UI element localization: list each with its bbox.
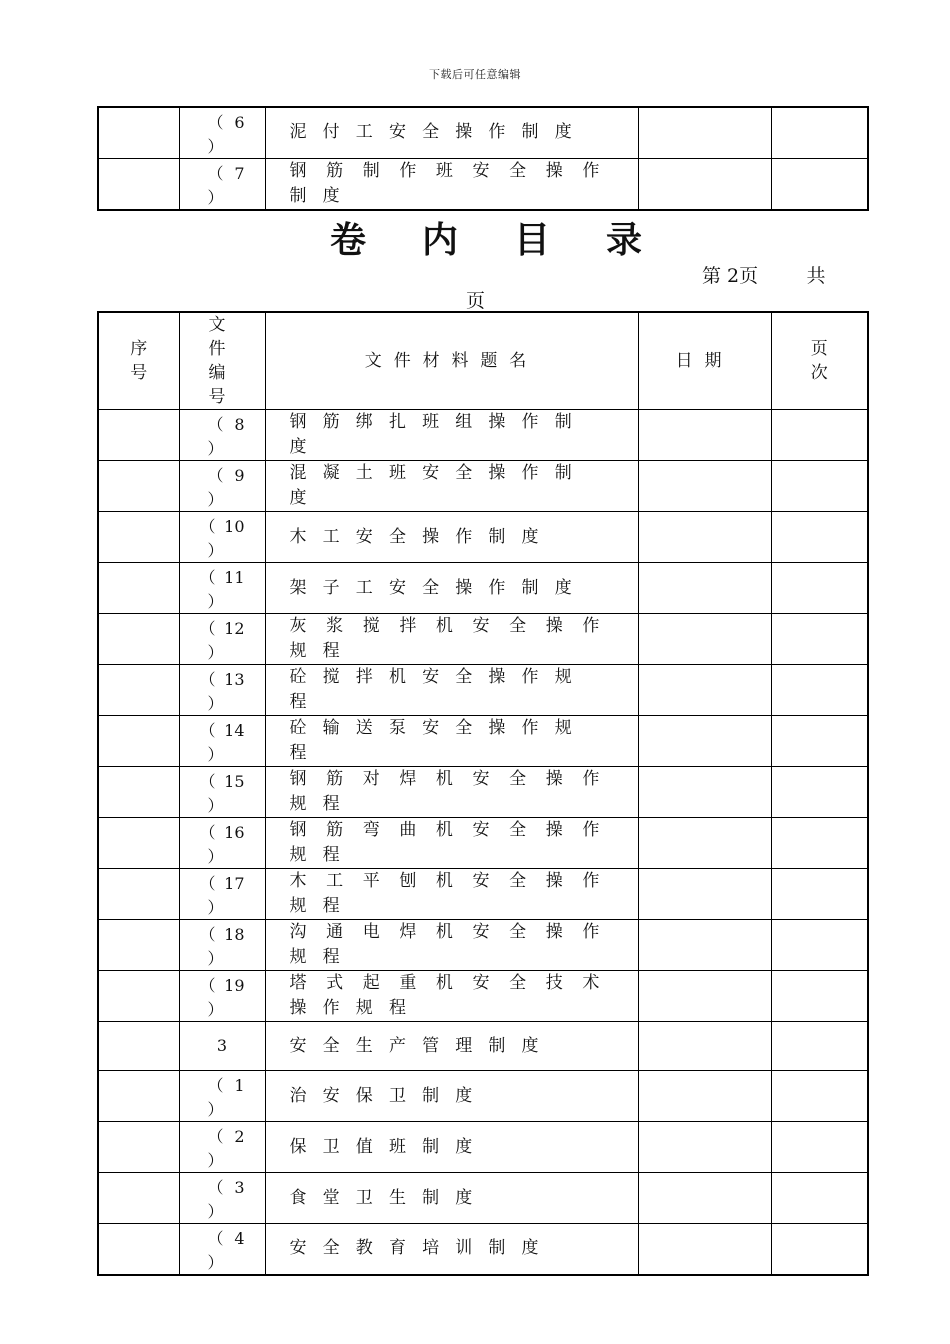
file-number-value: 13 xyxy=(224,670,245,689)
page-cell xyxy=(771,563,868,614)
title-cell: 保卫值班制度 xyxy=(265,1122,638,1173)
seq-cell xyxy=(98,410,179,461)
seq-cell xyxy=(98,1071,179,1122)
file-no-cell xyxy=(179,818,265,869)
paren-close: ） xyxy=(207,745,224,764)
date-cell xyxy=(638,1224,771,1275)
paren-open: （ xyxy=(207,112,224,132)
table-row xyxy=(98,869,868,920)
paren-open: （ xyxy=(199,517,216,536)
title-cell: 食堂卫生制度 xyxy=(265,1173,638,1224)
table-row xyxy=(98,1022,868,1071)
paren-open: （ xyxy=(207,163,224,183)
date-cell xyxy=(638,1173,771,1224)
file-no-cell xyxy=(179,1173,265,1224)
file-number-value: 3 xyxy=(234,1178,245,1197)
page-cell xyxy=(771,1022,868,1071)
title-cell: 木工平刨机安全操作规程 xyxy=(265,869,638,920)
table-row xyxy=(98,107,868,158)
date-cell xyxy=(638,971,771,1022)
file-number xyxy=(180,972,265,1020)
seq-cell xyxy=(98,1224,179,1275)
file-number-value: 14 xyxy=(224,721,245,740)
table-header-row xyxy=(98,312,868,410)
seq-cell xyxy=(98,512,179,563)
seq-cell xyxy=(98,869,179,920)
seq-cell xyxy=(98,767,179,818)
file-no-cell xyxy=(179,614,265,665)
table-row xyxy=(98,563,868,614)
title-cell: 沟通电焊机安全操作规程 xyxy=(265,920,638,971)
file-no-cell xyxy=(179,920,265,971)
file-number-value: 11 xyxy=(224,568,245,587)
table-row xyxy=(98,158,868,210)
page-cell xyxy=(771,158,868,210)
page-cell xyxy=(771,818,868,869)
paren-open: （ xyxy=(199,925,216,944)
page-cell xyxy=(771,767,868,818)
page-cell xyxy=(771,716,868,767)
title-cell: 钢筋弯曲机安全操作规程 xyxy=(265,818,638,869)
table-row xyxy=(98,1173,868,1224)
page-cell xyxy=(771,1224,868,1275)
table-row xyxy=(98,1224,868,1275)
file-no-cell xyxy=(179,461,265,512)
page-cell xyxy=(771,410,868,461)
table-row xyxy=(98,614,868,665)
paren-close: ） xyxy=(207,847,224,866)
paren-close: ） xyxy=(207,541,224,560)
file-no-cell xyxy=(179,869,265,920)
file-no-cell xyxy=(179,1071,265,1122)
file-number xyxy=(180,411,265,459)
file-number-value: 9 xyxy=(234,466,245,485)
seq-cell xyxy=(98,665,179,716)
paren-close: ） xyxy=(207,592,224,611)
title-cell: 砼输送泵安全操作规程 xyxy=(265,716,638,767)
page-cell xyxy=(771,665,868,716)
seq-cell xyxy=(98,107,179,158)
paren-open: （ xyxy=(207,1228,224,1248)
table-row xyxy=(98,767,868,818)
table-row xyxy=(98,920,868,971)
seq-cell xyxy=(98,971,179,1022)
page-cell xyxy=(771,1071,868,1122)
paren-close: ） xyxy=(207,1100,224,1119)
header-title: 文件材料题名 xyxy=(265,312,638,410)
seq-cell xyxy=(98,158,179,210)
paren-open: （ xyxy=(199,976,216,995)
paren-open: （ xyxy=(207,1127,224,1146)
file-no-cell xyxy=(179,1122,265,1173)
file-no-cell xyxy=(179,1022,265,1071)
title-cell: 砼搅拌机安全操作规程 xyxy=(265,665,638,716)
paren-open: （ xyxy=(207,415,224,434)
table-row xyxy=(98,971,868,1022)
date-cell xyxy=(638,107,771,158)
paren-open: （ xyxy=(207,466,224,485)
paren-open: （ xyxy=(207,1076,224,1095)
file-number xyxy=(180,615,265,663)
file-no-cell xyxy=(179,767,265,818)
date-cell xyxy=(638,563,771,614)
table-row xyxy=(98,818,868,869)
seq-cell xyxy=(98,716,179,767)
paren-open: （ xyxy=(199,670,216,689)
date-cell xyxy=(638,410,771,461)
paren-close: ） xyxy=(207,1151,224,1170)
title-cell: 治安保卫制度 xyxy=(265,1071,638,1122)
page-cell xyxy=(771,869,868,920)
file-no-cell xyxy=(179,158,265,210)
header-note: 下载后可任意编辑 xyxy=(429,68,521,81)
title-cell: 安全教育培训制度 xyxy=(265,1224,638,1275)
page-cell xyxy=(771,1173,868,1224)
table-row xyxy=(98,1071,868,1122)
date-cell xyxy=(638,158,771,210)
header-seq: 序号 xyxy=(98,312,179,410)
header-page: 页次 xyxy=(771,312,868,410)
paren-close: ） xyxy=(207,136,224,156)
seq-cell xyxy=(98,1173,179,1224)
table-row xyxy=(98,665,868,716)
file-number-value: 4 xyxy=(234,1228,245,1248)
paren-close: ） xyxy=(207,694,224,713)
file-number xyxy=(180,109,265,157)
file-no-cell xyxy=(179,563,265,614)
file-number-value: 17 xyxy=(224,874,245,893)
file-number-value: 19 xyxy=(224,976,245,995)
file-number xyxy=(180,462,265,510)
title-cell: 灰浆搅拌机安全操作规程 xyxy=(265,614,638,665)
date-cell xyxy=(638,1122,771,1173)
file-number-value: 7 xyxy=(234,163,245,183)
file-number-value: 12 xyxy=(224,619,245,638)
file-number: 3 xyxy=(216,1036,228,1055)
file-no-cell xyxy=(179,1224,265,1275)
file-no-cell xyxy=(179,107,265,158)
title-cell: 塔式起重机安全技术操作规程 xyxy=(265,971,638,1022)
date-cell xyxy=(638,716,771,767)
paren-open: （ xyxy=(199,823,216,842)
file-number-value: 6 xyxy=(234,112,245,132)
date-cell xyxy=(638,614,771,665)
table-row xyxy=(98,716,868,767)
header-date: 日期 xyxy=(638,312,771,410)
title-cell: 钢筋绑扎班组操作制度 xyxy=(265,410,638,461)
paren-close: ） xyxy=(207,1252,224,1272)
seq-cell xyxy=(98,1022,179,1071)
file-number-value: 10 xyxy=(224,517,245,536)
page-cell xyxy=(771,920,868,971)
table-row xyxy=(98,512,868,563)
paren-open: （ xyxy=(207,1178,224,1197)
paren-close: ） xyxy=(207,439,224,458)
file-number xyxy=(180,1225,265,1273)
table-row xyxy=(98,1122,868,1173)
date-cell xyxy=(638,1071,771,1122)
seq-cell xyxy=(98,1122,179,1173)
file-number-value: 8 xyxy=(234,415,245,434)
page-info-continued: 页 xyxy=(466,290,486,312)
title-cell: 架子工安全操作制度 xyxy=(265,563,638,614)
seq-cell xyxy=(98,920,179,971)
seq-cell xyxy=(98,614,179,665)
file-number-value: 15 xyxy=(224,772,245,791)
title-cell: 木工安全操作制度 xyxy=(265,512,638,563)
file-number xyxy=(180,1072,265,1120)
file-no-cell xyxy=(179,410,265,461)
seq-cell xyxy=(98,461,179,512)
page-cell xyxy=(771,107,868,158)
page-info: 第 2页 共 xyxy=(702,265,826,287)
paren-close: ） xyxy=(207,1202,224,1221)
title-cell: 混凝土班安全操作制度 xyxy=(265,461,638,512)
paren-close: ） xyxy=(207,1000,224,1019)
date-cell xyxy=(638,869,771,920)
title-cell: 泥付工安全操作制度 xyxy=(265,107,638,158)
header-file-no: 文件编号 xyxy=(179,312,265,410)
paren-open: （ xyxy=(199,619,216,638)
page-cell xyxy=(771,614,868,665)
paren-close: ） xyxy=(207,187,224,207)
seq-cell xyxy=(98,563,179,614)
file-number xyxy=(180,921,265,969)
catalog-table xyxy=(97,311,869,1276)
file-no-cell xyxy=(179,512,265,563)
file-number-value: 16 xyxy=(224,823,245,842)
page-cell xyxy=(771,1122,868,1173)
date-cell xyxy=(638,767,771,818)
page-cell xyxy=(771,512,868,563)
file-number xyxy=(180,1123,265,1171)
file-number xyxy=(180,564,265,612)
date-cell xyxy=(638,461,771,512)
file-number xyxy=(180,717,265,765)
file-number xyxy=(180,768,265,816)
table-row xyxy=(98,410,868,461)
paren-close: ） xyxy=(207,796,224,815)
paren-close: ） xyxy=(207,949,224,968)
file-number xyxy=(180,160,265,208)
seq-cell xyxy=(98,818,179,869)
date-cell xyxy=(638,818,771,869)
title-cell: 钢筋制作班安全操作制度 xyxy=(265,158,638,210)
paren-open: （ xyxy=(199,874,216,893)
title-cell: 钢筋对焊机安全操作规程 xyxy=(265,767,638,818)
date-cell xyxy=(638,665,771,716)
paren-close: ） xyxy=(207,643,224,662)
paren-close: ） xyxy=(207,898,224,917)
file-number xyxy=(180,1174,265,1222)
file-number-value: 18 xyxy=(224,925,245,944)
catalog-table-continued xyxy=(97,106,869,211)
paren-open: （ xyxy=(199,772,216,791)
file-number-value: 1 xyxy=(234,1076,245,1095)
date-cell xyxy=(638,920,771,971)
paren-open: （ xyxy=(199,568,216,587)
date-cell xyxy=(638,1022,771,1071)
table-row xyxy=(98,461,868,512)
file-no-cell xyxy=(179,716,265,767)
file-no-cell xyxy=(179,665,265,716)
title-cell: 安全生产管理制度 xyxy=(265,1022,638,1071)
file-number xyxy=(180,666,265,714)
page-cell xyxy=(771,971,868,1022)
file-no-cell xyxy=(179,971,265,1022)
document-title: 卷内目录 xyxy=(330,220,699,261)
date-cell xyxy=(638,512,771,563)
file-number xyxy=(180,513,265,561)
page-cell xyxy=(771,461,868,512)
file-number-value: 2 xyxy=(234,1127,245,1146)
paren-open: （ xyxy=(199,721,216,740)
file-number xyxy=(180,870,265,918)
paren-close: ） xyxy=(207,490,224,509)
file-number xyxy=(180,819,265,867)
